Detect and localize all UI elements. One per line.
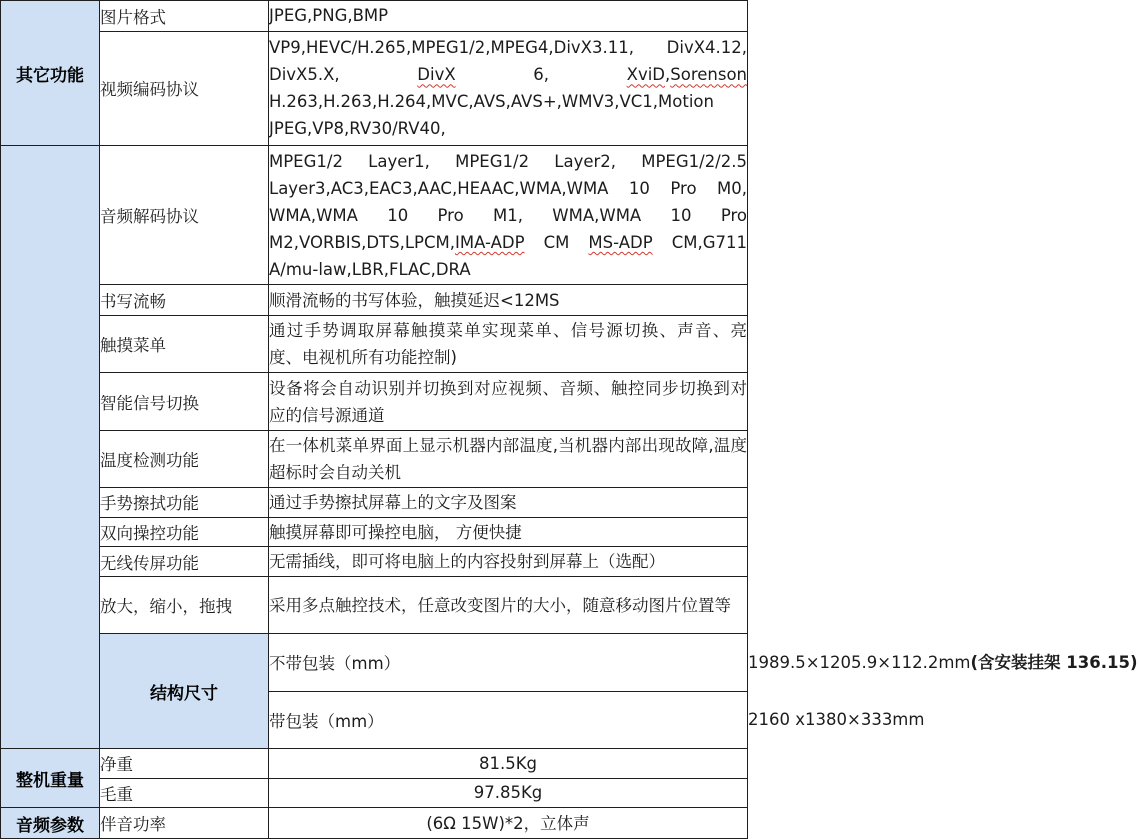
row-value-temperature: 在一体机菜单界面上显示机器内部温度,当机器内部出现故障,温度超标时会自动关机 — [269, 430, 748, 487]
table-row: 带包装（mm） 2160 x1380×333mm — [1, 691, 748, 748]
row-value-zoom: 采用多点触控技术，任意改变图片的大小，随意移动图片位置等 — [269, 577, 748, 634]
video-codec-text-b: 6, — [455, 65, 627, 85]
table-row — [1, 285, 748, 316]
audio-codec-text-b: CM — [524, 232, 589, 252]
table-row — [1, 373, 748, 430]
audio-codec-spell-ima: IMA-ADP — [454, 232, 525, 252]
video-codec-text-c: , — [665, 65, 671, 85]
category-structure: 结构尺寸 — [100, 634, 269, 749]
row-value-dual-control: 触摸屏幕即可操控电脑， 方便快捷 — [269, 517, 748, 547]
table-row — [1, 778, 748, 808]
row-label-gesture-erase: 手势擦拭功能 — [100, 488, 269, 518]
row-label-size-pack: 带包装（mm） — [269, 691, 748, 748]
table-row — [1, 808, 748, 839]
table-row — [1, 748, 748, 778]
video-codec-spell-divx: DivX — [417, 65, 456, 85]
video-codec-spell-xvid: XviD — [626, 65, 665, 85]
row-value-image-format: JPEG,PNG,BMP — [269, 1, 748, 32]
table-row — [1, 488, 748, 518]
size-nopack-text: 1989.5×1205.9×112.2mm — [748, 652, 971, 672]
table-row — [1, 634, 748, 691]
category-weight: 整机重量 — [1, 748, 100, 807]
row-value-touch-menu: 通过手势调取屏幕触摸菜单实现菜单、信号源切换、声音、亮度、电视机所有功能控制) — [269, 316, 748, 373]
table-row — [1, 577, 748, 634]
video-codec-text-a: VP9,HEVC/H.265,MPEG1/2,MPEG4,DivX3.11, DivX4.12, DivX5.X, — [269, 38, 747, 85]
category-other-continued — [1, 146, 100, 749]
row-value-wireless: 无需插线，即可将电脑上的内容投射到屏幕上（选配） — [269, 547, 748, 577]
row-value-signal-switch: 设备将会自动识别并切换到对应视频、音频、触控同步切换到对应的信号源通道 — [269, 373, 748, 430]
row-label-zoom: 放大，缩小，拖拽 — [100, 577, 269, 634]
row-value-gesture-erase: 通过手势擦拭屏幕上的文字及图案 — [269, 488, 748, 518]
row-label-size-nopack: 不带包装（mm） — [269, 634, 748, 691]
video-codec-spell-sorenson: Sorenson — [670, 65, 747, 85]
table-row — [1, 517, 748, 547]
size-nopack-bracket: (含安装挂架 136.15) — [970, 652, 1138, 672]
table-row — [1, 316, 748, 373]
row-label-dual-control: 双向操控功能 — [100, 517, 269, 547]
row-label-audio-codec: 音频解码协议 — [100, 146, 269, 285]
row-label-video-codec: 视频编码协议 — [100, 31, 269, 146]
row-value-power: (6Ω 15W)*2，立体声 — [269, 808, 748, 839]
table-row — [1, 430, 748, 487]
row-label-touch-menu: 触摸菜单 — [100, 316, 269, 373]
row-value-net-weight: 81.5Kg — [269, 748, 748, 778]
row-label-signal-switch: 智能信号切换 — [100, 373, 269, 430]
row-label-net-weight: 净重 — [100, 748, 269, 778]
row-label-writing: 书写流畅 — [100, 285, 269, 316]
row-label-gross-weight: 毛重 — [100, 778, 269, 808]
row-label-image-format: 图片格式 — [100, 1, 269, 32]
row-label-temperature: 温度检测功能 — [100, 430, 269, 487]
audio-codec-text-a: MPEG1/2 Layer1, MPEG1/2 Layer2, MPEG1/2/2.5 Layer3,AC3,EAC3,AAC,HEAAC,WMA,WMA 10 Pro M0, WMA,WMA 10 Pro M1, WMA,WMA 10 Pro M2,VORBIS,DTS,LPCM, — [269, 151, 747, 252]
row-label-wireless: 无线传屏功能 — [100, 547, 269, 577]
category-audio: 音频参数 — [1, 808, 100, 839]
row-label-power: 伴音功率 — [100, 808, 269, 839]
table-row — [1, 31, 748, 146]
table-row — [1, 547, 748, 577]
audio-codec-spell-ms: MS-ADP — [588, 232, 653, 252]
audio-codec-text-c: CM,G711 A/mu-law,LBR,FLAC,DRA — [269, 232, 748, 279]
row-value-audio-codec — [269, 146, 748, 285]
table-row — [1, 1, 748, 32]
row-value-gross-weight: 97.85Kg — [269, 778, 748, 808]
video-codec-text-d: H.263,H.263,H.264,MVC,AVS,AVS+,WMV3,VC1,Motion JPEG,VP8,RV30/RV40, — [269, 92, 714, 139]
row-value-video-codec — [269, 31, 748, 146]
table-row — [1, 146, 748, 285]
row-value-writing: 顺滑流畅的书写体验，触摸延迟<12MS — [269, 285, 748, 316]
category-other: 其它功能 — [1, 1, 100, 146]
